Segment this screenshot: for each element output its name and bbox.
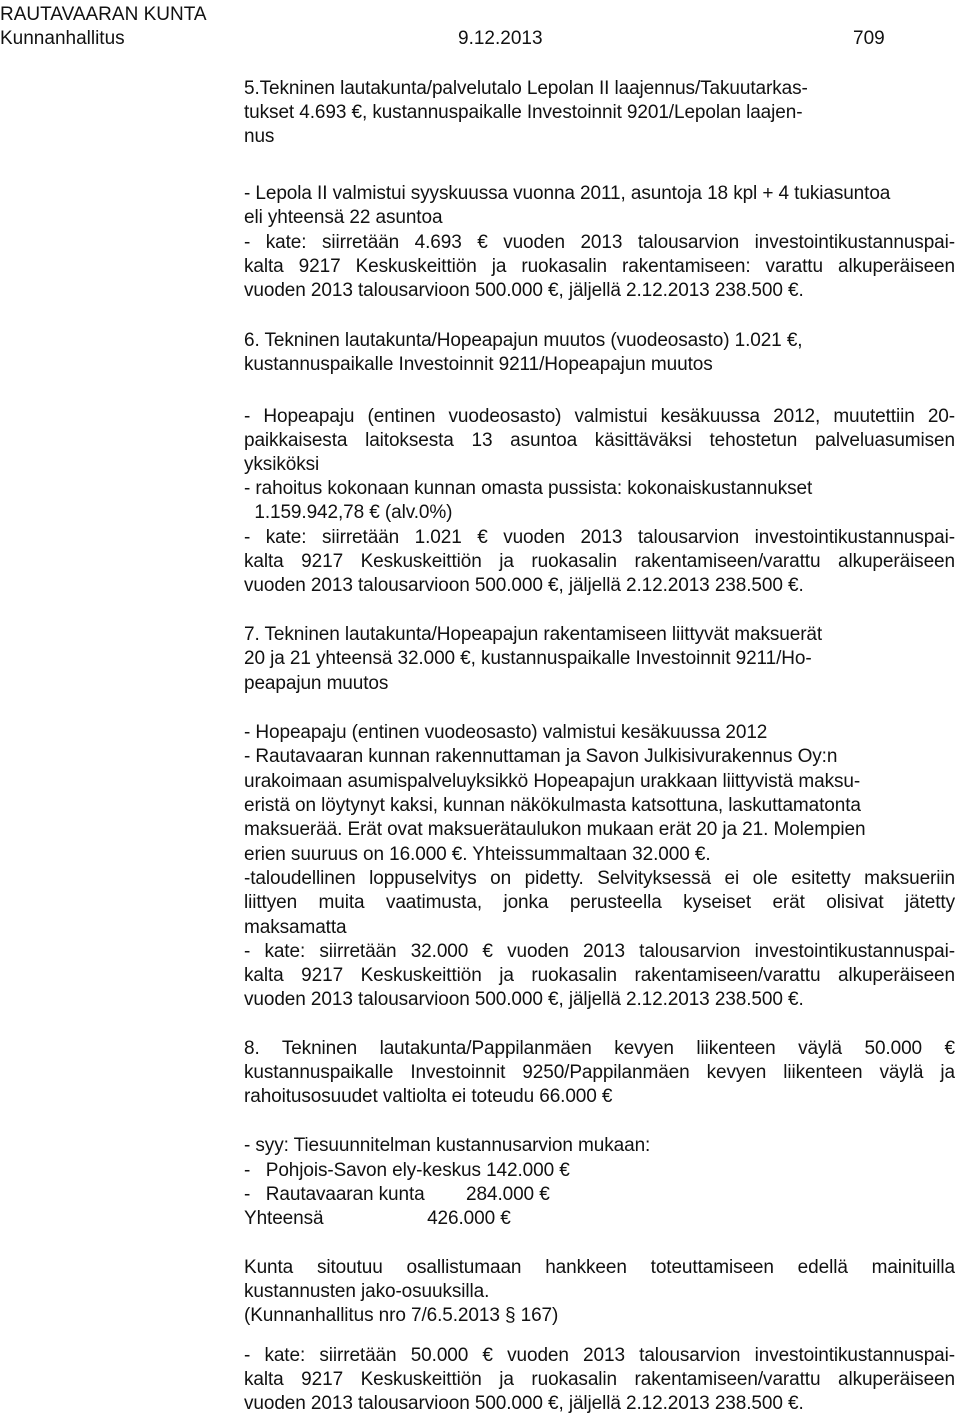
- text-line: - rahoitus kokonaan kunnan omasta pussista: kokonaiskustannukset: [244, 478, 813, 499]
- text-line: eli yhteensä 22 asuntoa: [244, 207, 443, 228]
- funding-row: - Rautavaaran kunta 284.000 €: [244, 1184, 550, 1205]
- text-line: - Rautavaaran kunnan rakennuttaman ja Savon Julkisivurakennus Oy:n: [244, 746, 838, 767]
- text-line: - Hopeapaju (entinen vuodeosasto) valmistui kesäkuussa 2012, muutettiin 20-: [244, 406, 955, 427]
- text-line: - Lepola II valmistui syyskuussa vuonna 2011, asuntoja 18 kpl + 4 tukiasuntoa: [244, 183, 891, 204]
- section-7-title-line-2: 20 ja 21 yhteensä 32.000 €, kustannuspaikalle Investoinnit 9211/Ho-: [244, 648, 812, 669]
- reference-line: (Kunnanhallitus nro 7/6.5.2013 § 167): [244, 1305, 559, 1326]
- text-line: vuoden 2013 talousarvioon 500.000 €, jäljellä 2.12.2013 238.500 €.: [244, 989, 804, 1010]
- text-line: - kate: siirretään 32.000 € vuoden 2013 talousarvion investointikustannuspai-: [244, 941, 955, 962]
- text-line: kustannusten jako-osuuksilla.: [244, 1281, 490, 1302]
- text-line: erien suuruus on 16.000 €. Yhteissummaltaan 32.000 €.: [244, 844, 711, 865]
- section-5-title-line-3: nus: [244, 126, 275, 147]
- text-line: maksamatta: [244, 917, 347, 938]
- section-7-title-line-1: 7. Tekninen lautakunta/Hopeapajun rakentamiseen liittyvät maksuerät: [244, 624, 823, 645]
- text-line: kalta 9217 Keskuskeittiön ja ruokasalin rakentamiseen/varattu alkuperäiseen: [244, 1369, 955, 1390]
- text-line: liittyen muita vaatimusta, jonka perusteella kyseiset erät olisivat jätetty: [244, 892, 955, 913]
- text-line: maksuerää. Erät ovat maksuerätaulukon mukaan erät 20 ja 21. Molempien: [244, 819, 866, 840]
- text-line: vuoden 2013 talousarvioon 500.000 €, jäljellä 2.12.2013 238.500 €.: [244, 575, 804, 596]
- text-line: rahoitusosuudet valtiolta ei toteudu 66.000 €: [244, 1086, 613, 1107]
- section-8-title-line-1: 8. Tekninen lautakunta/Pappilanmäen kevyen liikenteen väylä 50.000 €: [244, 1038, 955, 1059]
- text-line: Kunta sitoutuu osallistumaan hankkeen toteuttamiseen edellä mainituilla: [244, 1257, 955, 1278]
- section-6-title-line-2: kustannuspaikalle Investoinnit 9211/Hopeapajun muutos: [244, 354, 713, 375]
- page-number: 709: [853, 28, 885, 49]
- text-line: kalta 9217 Keskuskeittiön ja ruokasalin rakentamiseen: varattu alkuperäiseen: [244, 256, 955, 277]
- text-line: - kate: siirretään 4.693 € vuoden 2013 talousarvion investointikustannuspai-: [244, 232, 955, 253]
- text-line: eristä on löytynyt kaksi, kunnan näkökulmasta katsottuna, laskuttamatonta: [244, 795, 861, 816]
- section-6-title-line-1: 6. Tekninen lautakunta/Hopeapajun muutos (vuodeosasto) 1.021 €,: [244, 330, 803, 351]
- funding-row: - Pohjois-Savon ely-keskus 142.000 €: [244, 1160, 570, 1181]
- section-5-title-line-2: tukset 4.693 €, kustannuspaikalle Investoinnit 9201/Lepolan laajen-: [244, 102, 803, 123]
- meeting-date: 9.12.2013: [458, 28, 543, 49]
- text-line: kalta 9217 Keskuskeittiön ja ruokasalin rakentamiseen/varattu alkuperäiseen: [244, 965, 955, 986]
- text-line: kalta 9217 Keskuskeittiön ja ruokasalin rakentamiseen/varattu alkuperäiseen: [244, 551, 955, 572]
- text-line: urakoimaan asumispalveluyksikkö Hopeapajun urakkaan liittyvistä maksu-: [244, 771, 861, 792]
- text-line: paikkaisesta laitoksesta 13 asuntoa käsittäväksi tehostetun palveluasumisen: [244, 430, 955, 451]
- text-line: vuoden 2013 talousarvioon 500.000 €, jäljellä 2.12.2013 238.500 €.: [244, 1393, 804, 1414]
- text-line: - kate: siirretään 50.000 € vuoden 2013 talousarvion investointikustannuspai-: [244, 1345, 955, 1366]
- text-line: 1.159.942,78 € (alv.0%): [244, 502, 453, 523]
- text-line: -taloudellinen loppuselvitys on pidetty. Selvityksessä ei ole esitetty maksueriin: [244, 868, 955, 889]
- organization-name: RAUTAVAARAN KUNTA: [0, 4, 207, 25]
- text-line: - Hopeapaju (entinen vuodeosasto) valmistui kesäkuussa 2012: [244, 722, 768, 743]
- text-line: yksiköksi: [244, 454, 320, 475]
- text-line: - syy: Tiesuunnitelman kustannusarvion mukaan:: [244, 1135, 651, 1156]
- text-line: - kate: siirretään 1.021 € vuoden 2013 talousarvion investointikustannuspai-: [244, 527, 955, 548]
- text-line: kustannuspaikalle Investoinnit 9250/Pappilanmäen kevyen liikenteen väylä ja: [244, 1062, 955, 1083]
- body-name: Kunnanhallitus: [0, 28, 125, 49]
- section-7-title-line-3: peapajun muutos: [244, 673, 389, 694]
- funding-total-row: Yhteensä 426.000 €: [244, 1208, 511, 1229]
- section-5-title-line-1: 5.Tekninen lautakunta/palvelutalo Lepolan II laajennus/Takuutarkas-: [244, 78, 808, 99]
- text-line: vuoden 2013 talousarvioon 500.000 €, jäljellä 2.12.2013 238.500 €.: [244, 280, 804, 301]
